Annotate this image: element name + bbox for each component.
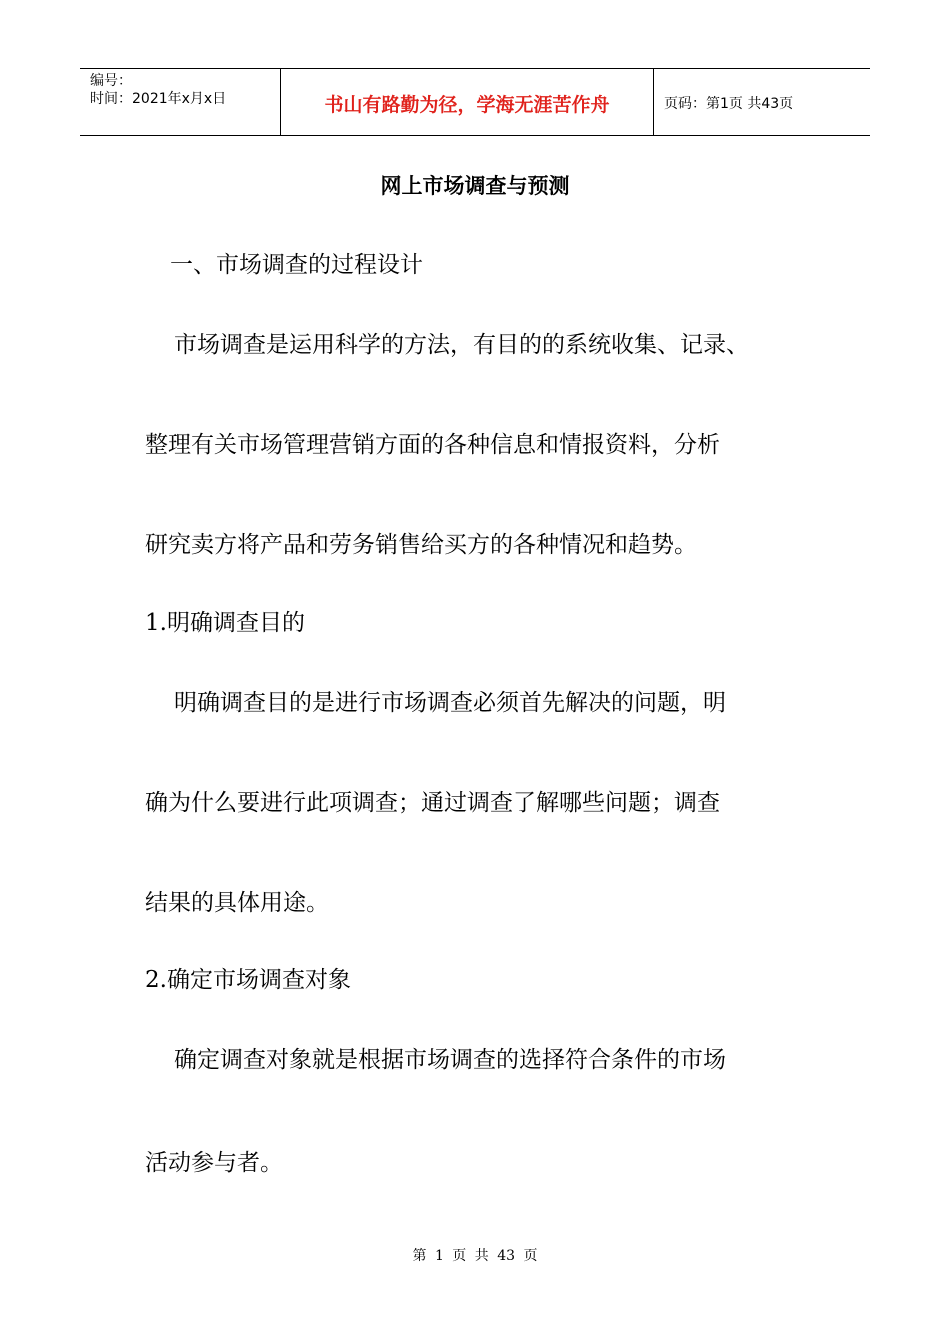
section-heading: 一、市场调查的过程设计	[170, 252, 423, 278]
page-footer: 第 1 页 共 43 页	[412, 1248, 538, 1264]
header-meta-cell	[80, 69, 281, 135]
document-title: 网上市场调查与预测	[380, 174, 570, 198]
date-line: 时间：2021年x月x日	[90, 91, 227, 107]
paragraph-line: 确定调查对象就是根据市场调查的选择符合条件的市场	[174, 1047, 726, 1073]
subheading: 2.确定市场调查对象	[145, 967, 351, 993]
paragraph-line: 市场调查是运用科学的方法，有目的的系统收集、记录、	[174, 332, 749, 358]
serial-label: 编号：	[90, 73, 132, 89]
paragraph-line: 确为什么要进行此项调查；通过调查了解哪些问题；调查	[145, 790, 720, 816]
subheading: 1.明确调查目的	[145, 610, 305, 636]
paragraph-line: 明确调查目的是进行市场调查必须首先解决的问题，明	[174, 690, 726, 716]
header-motto: 书山有路勤为径，学海无涯苦作舟	[281, 69, 654, 135]
page-header	[80, 68, 870, 136]
paragraph-line: 整理有关市场管理营销方面的各种信息和情报资料，分析	[145, 432, 720, 458]
header-page-info: 页码：第1页 共43页	[664, 96, 794, 112]
paragraph-line: 研究卖方将产品和劳务销售给买方的各种情况和趋势。	[145, 532, 697, 558]
paragraph-line: 结果的具体用途。	[145, 890, 329, 916]
paragraph-line: 活动参与者。	[145, 1150, 283, 1176]
